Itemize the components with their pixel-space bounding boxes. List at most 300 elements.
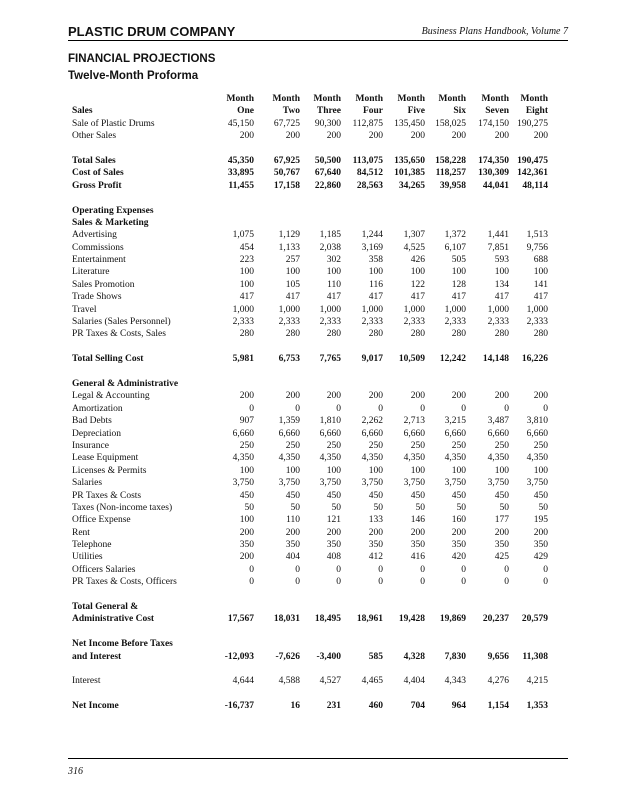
table-row xyxy=(72,638,544,650)
month-8-cell: 142,361 xyxy=(517,168,548,179)
month-1-cell: 33,895 xyxy=(227,168,254,179)
month-6-cell: 964 xyxy=(451,701,466,712)
month-6-cell: 158,228 xyxy=(435,155,466,166)
month-5-cell: 101,385 xyxy=(394,168,425,179)
month-1-cell: 450 xyxy=(239,490,254,501)
month-6-cell: 200 xyxy=(451,527,466,538)
table-row xyxy=(72,316,548,328)
month-2-cell: 417 xyxy=(285,292,300,303)
month-6-cell: 100 xyxy=(451,267,466,278)
month-4-cell: 100 xyxy=(368,465,383,476)
month-1-cell: One xyxy=(237,106,254,117)
month-4-cell: 0 xyxy=(378,577,383,588)
table-row xyxy=(72,328,548,340)
month-1-cell: 454 xyxy=(239,242,254,253)
month-5-cell: 704 xyxy=(410,701,425,712)
month-4-cell: 100 xyxy=(368,267,383,278)
month-6-cell: 100 xyxy=(451,465,466,476)
month-5-cell: 1,307 xyxy=(403,230,425,241)
month-5-cell: 4,525 xyxy=(403,242,425,253)
month-2-cell: 280 xyxy=(285,329,300,340)
month-7-cell: 2,333 xyxy=(487,317,509,328)
row-spacer xyxy=(72,663,544,675)
month-8-cell: 100 xyxy=(533,267,548,278)
month-8-cell: 4,215 xyxy=(526,676,548,687)
month-8-cell: 450 xyxy=(533,490,548,501)
row-label: Sale of Plastic Drums xyxy=(72,118,155,129)
month-5-cell: 50 xyxy=(415,502,425,513)
table-row xyxy=(72,675,548,687)
month-3-cell: 200 xyxy=(326,527,341,538)
month-5-cell: 34,265 xyxy=(398,180,425,191)
table-row xyxy=(72,155,548,167)
month-2-cell: 1,000 xyxy=(278,304,300,315)
month-2-cell: 200 xyxy=(285,131,300,142)
month-1-cell: -16,737 xyxy=(224,701,254,712)
month-7-cell: 3,750 xyxy=(487,478,509,489)
month-2-cell: 1,359 xyxy=(278,416,300,427)
month-7-cell: 350 xyxy=(494,540,509,551)
row-spacer xyxy=(72,341,544,353)
month-2-cell: 4,588 xyxy=(278,676,300,687)
table-row xyxy=(72,167,548,179)
month-2-cell: 50 xyxy=(290,502,300,513)
month-2-cell: 257 xyxy=(285,255,300,266)
month-1-cell: 417 xyxy=(239,292,254,303)
month-4-cell: 450 xyxy=(368,490,383,501)
month-6-cell: 19,869 xyxy=(439,614,466,625)
month-2-cell: 0 xyxy=(295,564,300,575)
month-6-cell: 50 xyxy=(456,502,466,513)
table-row xyxy=(72,390,548,402)
row-spacer xyxy=(72,589,544,601)
month-3-cell: 350 xyxy=(326,540,341,551)
month-4-cell: 460 xyxy=(368,701,383,712)
row-spacer xyxy=(72,626,544,638)
table-row xyxy=(72,564,548,576)
table-row xyxy=(72,93,548,105)
month-2-cell: 250 xyxy=(285,440,300,451)
month-6-cell: 1,000 xyxy=(444,304,466,315)
month-3-cell: -3,400 xyxy=(316,651,341,662)
month-4-cell: 412 xyxy=(368,552,383,563)
month-5-cell: 250 xyxy=(410,440,425,451)
month-3-cell: 7,765 xyxy=(319,354,341,365)
month-8-cell: 20,579 xyxy=(521,614,548,625)
table-row xyxy=(72,700,548,712)
row-label: Total General & xyxy=(72,602,139,613)
table-row xyxy=(72,551,548,563)
month-8-cell: 688 xyxy=(533,255,548,266)
month-6-cell: 0 xyxy=(461,564,466,575)
month-1-cell: 100 xyxy=(239,267,254,278)
month-5-cell: 0 xyxy=(420,564,425,575)
month-4-cell: 417 xyxy=(368,292,383,303)
month-8-cell: 195 xyxy=(533,515,548,526)
month-7-cell: 250 xyxy=(494,440,509,451)
month-7-cell: 6,660 xyxy=(487,428,509,439)
row-label: Taxes (Non-income taxes) xyxy=(72,502,173,513)
month-6-cell: 4,350 xyxy=(444,453,466,464)
row-label: Total Selling Cost xyxy=(72,354,144,365)
page-number: 316 xyxy=(68,766,83,777)
month-2-cell: 2,333 xyxy=(278,317,300,328)
month-3-cell: 90,300 xyxy=(314,118,341,129)
month-1-cell: 100 xyxy=(239,515,254,526)
month-1-cell: 250 xyxy=(239,440,254,451)
month-2-cell: 0 xyxy=(295,403,300,414)
month-2-cell: 3,750 xyxy=(278,478,300,489)
month-5-cell: 100 xyxy=(410,267,425,278)
month-4-cell: 0 xyxy=(378,403,383,414)
handbook-title: Business Plans Handbook, Volume 7 xyxy=(421,26,568,37)
month-6-cell: 417 xyxy=(451,292,466,303)
table-row xyxy=(72,452,548,464)
month-3-cell: 1,185 xyxy=(319,230,341,241)
month-8-cell: 16,226 xyxy=(521,354,548,365)
month-7-cell: 50 xyxy=(499,502,509,513)
row-label: PR Taxes & Costs, Officers xyxy=(72,577,177,588)
row-label: General & Administrative xyxy=(72,378,179,389)
month-1-cell: 50 xyxy=(244,502,254,513)
table-row xyxy=(72,229,548,241)
month-3-cell: 302 xyxy=(326,255,341,266)
row-label: Insurance xyxy=(72,440,109,451)
row-label: Interest xyxy=(72,676,101,687)
month-6-cell: 250 xyxy=(451,440,466,451)
month-2-cell: 100 xyxy=(285,267,300,278)
table-row xyxy=(72,403,548,415)
month-3-cell: 408 xyxy=(326,552,341,563)
month-7-cell: 4,350 xyxy=(487,453,509,464)
month-7-cell: 0 xyxy=(504,564,509,575)
month-1-cell: 0 xyxy=(249,564,254,575)
footer-rule xyxy=(68,758,568,759)
month-5-cell: 350 xyxy=(410,540,425,551)
month-6-cell: 0 xyxy=(461,403,466,414)
month-3-cell: Three xyxy=(316,106,341,117)
month-5-cell: 416 xyxy=(410,552,425,563)
month-7-cell: 0 xyxy=(504,577,509,588)
month-6-cell: 0 xyxy=(461,577,466,588)
month-6-cell: 128 xyxy=(451,279,466,290)
month-5-cell: 200 xyxy=(410,131,425,142)
month-5-cell: 0 xyxy=(420,577,425,588)
month-3-cell: 50,500 xyxy=(314,155,341,166)
table-row xyxy=(72,502,548,514)
month-7-cell: 174,350 xyxy=(478,155,509,166)
month-8-cell: 1,353 xyxy=(526,701,548,712)
month-8-cell: 2,333 xyxy=(526,317,548,328)
month-8-cell: 190,275 xyxy=(517,118,548,129)
month-5-cell: 200 xyxy=(410,527,425,538)
month-4-cell: 2,333 xyxy=(361,317,383,328)
month-7-cell: 130,309 xyxy=(478,168,509,179)
month-1-cell: 200 xyxy=(239,131,254,142)
month-5-cell: 135,650 xyxy=(394,155,425,166)
row-label: Other Sales xyxy=(72,131,117,142)
month-5-cell: 417 xyxy=(410,292,425,303)
row-label: Travel xyxy=(72,304,97,315)
month-1-cell: 200 xyxy=(239,552,254,563)
month-4-cell: 3,169 xyxy=(361,242,383,253)
month-8-cell: 141 xyxy=(533,279,548,290)
month-3-cell: 4,527 xyxy=(319,676,341,687)
month-3-cell: 200 xyxy=(326,391,341,402)
month-1-cell: 0 xyxy=(249,577,254,588)
month-4-cell: 9,017 xyxy=(361,354,383,365)
row-spacer xyxy=(72,366,544,378)
month-5-cell: 10,509 xyxy=(398,354,425,365)
table-row xyxy=(72,576,548,588)
month-6-cell: 39,958 xyxy=(439,180,466,191)
month-7-cell: Month xyxy=(481,94,509,104)
month-8-cell: 3,750 xyxy=(526,478,548,489)
month-3-cell: 1,810 xyxy=(319,416,341,427)
month-1-cell: 200 xyxy=(239,527,254,538)
month-1-cell: 223 xyxy=(239,255,254,266)
month-2-cell: 18,031 xyxy=(273,614,300,625)
month-7-cell: 9,656 xyxy=(487,651,509,662)
month-4-cell: 200 xyxy=(368,131,383,142)
month-3-cell: 450 xyxy=(326,490,341,501)
table-row xyxy=(72,266,548,278)
month-6-cell: 3,750 xyxy=(444,478,466,489)
month-8-cell: 0 xyxy=(543,564,548,575)
month-1-cell: 0 xyxy=(249,403,254,414)
row-label: Amortization xyxy=(72,403,123,414)
month-6-cell: 280 xyxy=(451,329,466,340)
month-4-cell: 350 xyxy=(368,540,383,551)
month-4-cell: 250 xyxy=(368,440,383,451)
month-2-cell: 1,129 xyxy=(278,230,300,241)
month-7-cell: 593 xyxy=(494,255,509,266)
month-2-cell: 6,753 xyxy=(278,354,300,365)
month-4-cell: 6,660 xyxy=(361,428,383,439)
month-8-cell: Eight xyxy=(525,106,548,117)
row-label: Salaries xyxy=(72,478,103,489)
month-2-cell: 16 xyxy=(290,701,300,712)
row-label: Advertising xyxy=(72,230,117,241)
month-6-cell: 7,830 xyxy=(444,651,466,662)
month-4-cell: Month xyxy=(355,94,383,104)
month-8-cell: 280 xyxy=(533,329,548,340)
month-4-cell: 2,262 xyxy=(361,416,383,427)
month-3-cell: 1,000 xyxy=(319,304,341,315)
row-label: Net Income xyxy=(72,701,119,712)
table-row xyxy=(72,514,548,526)
month-4-cell: 200 xyxy=(368,391,383,402)
month-8-cell: 350 xyxy=(533,540,548,551)
month-7-cell: 14,148 xyxy=(482,354,509,365)
month-8-cell: 200 xyxy=(533,527,548,538)
proforma-table xyxy=(72,93,548,713)
month-8-cell: 0 xyxy=(543,577,548,588)
month-7-cell: 425 xyxy=(494,552,509,563)
month-3-cell: 2,333 xyxy=(319,317,341,328)
month-2-cell: -7,626 xyxy=(275,651,300,662)
month-4-cell: 84,512 xyxy=(356,168,383,179)
section-title: FINANCIAL PROJECTIONS xyxy=(68,53,216,65)
month-7-cell: 4,276 xyxy=(487,676,509,687)
month-7-cell: 7,851 xyxy=(487,242,509,253)
table-row xyxy=(72,527,548,539)
month-4-cell: 112,875 xyxy=(352,118,383,129)
table-row xyxy=(72,477,548,489)
month-8-cell: 50 xyxy=(538,502,548,513)
month-6-cell: 450 xyxy=(451,490,466,501)
month-3-cell: 2,038 xyxy=(319,242,341,253)
month-4-cell: 116 xyxy=(369,279,383,290)
table-row xyxy=(72,490,548,502)
month-7-cell: 20,237 xyxy=(482,614,509,625)
month-3-cell: 3,750 xyxy=(319,478,341,489)
month-1-cell: 11,455 xyxy=(228,180,254,191)
month-5-cell: 122 xyxy=(410,279,425,290)
month-5-cell: 450 xyxy=(410,490,425,501)
table-row xyxy=(72,651,548,663)
month-1-cell: 1,000 xyxy=(232,304,254,315)
table-row xyxy=(72,180,548,192)
month-5-cell: 426 xyxy=(410,255,425,266)
month-5-cell: 0 xyxy=(420,403,425,414)
row-spacer xyxy=(72,143,544,155)
table-row xyxy=(72,378,544,390)
row-label: Lease Equipment xyxy=(72,453,139,464)
month-1-cell: 17,567 xyxy=(227,614,254,625)
row-label: Net Income Before Taxes xyxy=(72,639,173,650)
month-4-cell: 280 xyxy=(368,329,383,340)
row-label: Utilities xyxy=(72,552,103,563)
month-7-cell: 1,441 xyxy=(487,230,509,241)
month-2-cell: 17,158 xyxy=(273,180,300,191)
month-8-cell: 0 xyxy=(543,403,548,414)
month-3-cell: 200 xyxy=(326,131,341,142)
month-3-cell: 231 xyxy=(326,701,341,712)
month-2-cell: 67,725 xyxy=(273,118,300,129)
table-row xyxy=(72,118,548,130)
company-name: PLASTIC DRUM COMPANY xyxy=(68,24,236,39)
month-5-cell: 135,450 xyxy=(394,118,425,129)
month-5-cell: 2,713 xyxy=(403,416,425,427)
month-8-cell: 100 xyxy=(533,465,548,476)
month-4-cell: 0 xyxy=(378,564,383,575)
month-1-cell: 3,750 xyxy=(232,478,254,489)
month-7-cell: 174,150 xyxy=(478,118,509,129)
month-6-cell: 350 xyxy=(451,540,466,551)
month-1-cell: 6,660 xyxy=(232,428,254,439)
month-1-cell: 200 xyxy=(239,391,254,402)
month-3-cell: 0 xyxy=(336,403,341,414)
table-row xyxy=(72,613,548,625)
month-5-cell: 146 xyxy=(410,515,425,526)
row-label: Cost of Sales xyxy=(72,168,124,179)
month-2-cell: 50,767 xyxy=(273,168,300,179)
page-header xyxy=(68,22,568,41)
row-label: Telephone xyxy=(72,540,112,551)
month-4-cell: 133 xyxy=(368,515,383,526)
month-6-cell: 505 xyxy=(451,255,466,266)
month-8-cell: 6,660 xyxy=(526,428,548,439)
month-4-cell: 50 xyxy=(373,502,383,513)
table-row xyxy=(72,539,548,551)
month-5-cell: 19,428 xyxy=(398,614,425,625)
month-6-cell: 6,107 xyxy=(444,242,466,253)
month-4-cell: 28,563 xyxy=(356,180,383,191)
month-3-cell: 121 xyxy=(326,515,341,526)
month-8-cell: 1,000 xyxy=(526,304,548,315)
month-7-cell: Seven xyxy=(485,106,509,117)
month-3-cell: 110 xyxy=(327,279,341,290)
month-2-cell: 404 xyxy=(285,552,300,563)
month-4-cell: 1,244 xyxy=(361,230,383,241)
month-6-cell: 118,257 xyxy=(435,168,466,179)
month-3-cell: 6,660 xyxy=(319,428,341,439)
table-row xyxy=(72,279,548,291)
table-row xyxy=(72,440,548,452)
month-1-cell: 1,075 xyxy=(232,230,254,241)
month-4-cell: 1,000 xyxy=(361,304,383,315)
row-label: Legal & Accounting xyxy=(72,391,150,402)
month-1-cell: 4,644 xyxy=(232,676,254,687)
month-4-cell: 4,465 xyxy=(361,676,383,687)
month-2-cell: 100 xyxy=(285,465,300,476)
month-7-cell: 1,154 xyxy=(487,701,509,712)
month-5-cell: Five xyxy=(407,106,425,117)
month-5-cell: 4,404 xyxy=(403,676,425,687)
month-3-cell: Month xyxy=(313,94,341,104)
month-5-cell: 100 xyxy=(410,465,425,476)
month-8-cell: 190,475 xyxy=(517,155,548,166)
month-3-cell: 18,495 xyxy=(314,614,341,625)
month-7-cell: 177 xyxy=(494,515,509,526)
table-row xyxy=(72,242,548,254)
month-8-cell: 417 xyxy=(533,292,548,303)
month-6-cell: 420 xyxy=(451,552,466,563)
section-subtitle: Twelve-Month Proforma xyxy=(68,70,199,82)
row-label: Depreciation xyxy=(72,428,122,439)
month-8-cell: 48,114 xyxy=(522,180,548,191)
row-label: Sales xyxy=(72,106,93,117)
row-label: Bad Debts xyxy=(72,416,112,427)
month-1-cell: -12,093 xyxy=(224,651,254,662)
table-row xyxy=(72,291,548,303)
table-row xyxy=(72,105,548,117)
month-6-cell: 200 xyxy=(451,131,466,142)
month-3-cell: 250 xyxy=(326,440,341,451)
month-2-cell: Two xyxy=(282,106,300,117)
month-7-cell: 417 xyxy=(494,292,509,303)
month-8-cell: Month xyxy=(520,94,548,104)
row-label: Literature xyxy=(72,267,110,278)
month-4-cell: 585 xyxy=(368,651,383,662)
month-2-cell: 6,660 xyxy=(278,428,300,439)
month-7-cell: 200 xyxy=(494,131,509,142)
table-row xyxy=(72,254,548,266)
table-row xyxy=(72,428,548,440)
month-3-cell: 67,640 xyxy=(314,168,341,179)
month-5-cell: 1,000 xyxy=(403,304,425,315)
month-2-cell: 0 xyxy=(295,577,300,588)
row-label: Gross Profit xyxy=(72,180,122,191)
row-label: Trade Shows xyxy=(72,292,122,303)
row-label: and Interest xyxy=(72,651,122,662)
month-6-cell: 1,372 xyxy=(444,230,466,241)
month-2-cell: Month xyxy=(272,94,300,104)
month-7-cell: 100 xyxy=(494,267,509,278)
month-4-cell: 200 xyxy=(368,527,383,538)
month-6-cell: 200 xyxy=(451,391,466,402)
